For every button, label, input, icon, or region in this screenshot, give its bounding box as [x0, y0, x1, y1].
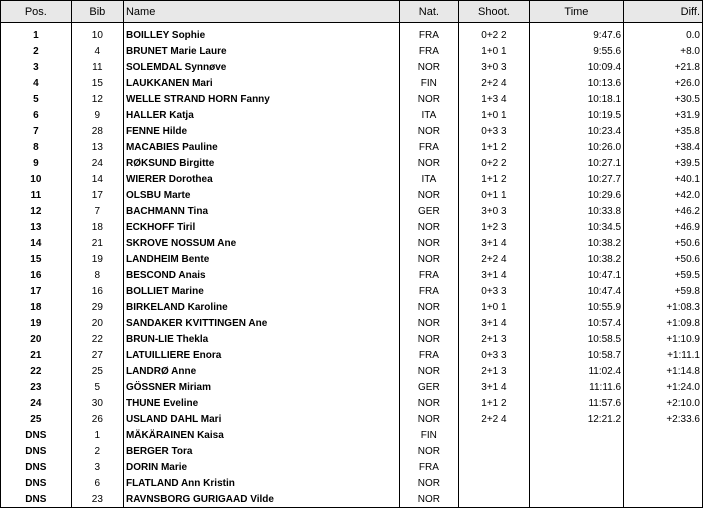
- diff-cell: +31.9: [624, 107, 703, 123]
- bib-cell: 22: [71, 331, 123, 347]
- bib-cell: 12: [71, 91, 123, 107]
- table-row: [1, 315, 703, 331]
- shooting-cell: [459, 491, 530, 508]
- diff-cell: +38.4: [624, 139, 703, 155]
- table-row: [1, 443, 703, 459]
- diff-cell: +2:10.0: [624, 395, 703, 411]
- header-time: Time: [529, 1, 623, 23]
- table-row: [1, 219, 703, 235]
- diff-cell: +1:24.0: [624, 379, 703, 395]
- shooting-cell: 3+1 4: [459, 235, 530, 251]
- bib-cell: 17: [71, 187, 123, 203]
- nation-cell: NOR: [399, 395, 458, 411]
- athlete-name: SOLEMDAL Synnøve: [123, 59, 399, 75]
- table-row: [1, 331, 703, 347]
- pos-cell: DNS: [1, 475, 72, 491]
- nation-cell: NOR: [399, 443, 458, 459]
- table-row: [1, 411, 703, 427]
- time-cell: [529, 459, 623, 475]
- time-cell: [529, 427, 623, 443]
- bib-cell: 5: [71, 379, 123, 395]
- shooting-cell: 2+2 4: [459, 251, 530, 267]
- time-cell: 11:11.6: [529, 379, 623, 395]
- bib-cell: 4: [71, 43, 123, 59]
- pos-cell: 3: [1, 59, 72, 75]
- athlete-name: THUNE Eveline: [123, 395, 399, 411]
- athlete-name: MACABIES Pauline: [123, 139, 399, 155]
- diff-cell: +40.1: [624, 171, 703, 187]
- shooting-cell: 1+0 1: [459, 43, 530, 59]
- time-cell: 10:29.6: [529, 187, 623, 203]
- bib-cell: 2: [71, 443, 123, 459]
- athlete-name: WIERER Dorothea: [123, 171, 399, 187]
- shooting-cell: 3+1 4: [459, 267, 530, 283]
- table-header: [1, 1, 703, 23]
- diff-cell: +8.0: [624, 43, 703, 59]
- diff-cell: [624, 443, 703, 459]
- table-row: [1, 123, 703, 139]
- shooting-cell: 0+3 3: [459, 347, 530, 363]
- diff-cell: +35.8: [624, 123, 703, 139]
- bib-cell: 1: [71, 427, 123, 443]
- diff-cell: +46.9: [624, 219, 703, 235]
- athlete-name: BOILLEY Sophie: [123, 23, 399, 44]
- shooting-cell: 1+3 4: [459, 91, 530, 107]
- bib-cell: 7: [71, 203, 123, 219]
- nation-cell: FIN: [399, 427, 458, 443]
- pos-cell: 20: [1, 331, 72, 347]
- diff-cell: +46.2: [624, 203, 703, 219]
- athlete-name: GÖSSNER Miriam: [123, 379, 399, 395]
- bib-cell: 13: [71, 139, 123, 155]
- time-cell: 10:33.8: [529, 203, 623, 219]
- bib-cell: 16: [71, 283, 123, 299]
- nation-cell: FRA: [399, 283, 458, 299]
- diff-cell: 0.0: [624, 23, 703, 44]
- nation-cell: GER: [399, 379, 458, 395]
- athlete-name: LANDRØ Anne: [123, 363, 399, 379]
- time-cell: 10:58.7: [529, 347, 623, 363]
- athlete-name: BERGER Tora: [123, 443, 399, 459]
- time-cell: [529, 443, 623, 459]
- table-row: [1, 155, 703, 171]
- athlete-name: SANDAKER KVITTINGEN Ane: [123, 315, 399, 331]
- athlete-name: BRUN-LIE Thekla: [123, 331, 399, 347]
- pos-cell: 24: [1, 395, 72, 411]
- athlete-name: OLSBU Marte: [123, 187, 399, 203]
- nation-cell: ITA: [399, 107, 458, 123]
- shooting-cell: [459, 427, 530, 443]
- bib-cell: 21: [71, 235, 123, 251]
- athlete-name: BRUNET Marie Laure: [123, 43, 399, 59]
- pos-cell: 6: [1, 107, 72, 123]
- bib-cell: 29: [71, 299, 123, 315]
- time-cell: 11:02.4: [529, 363, 623, 379]
- time-cell: 12:21.2: [529, 411, 623, 427]
- athlete-name: LAUKKANEN Mari: [123, 75, 399, 91]
- diff-cell: +39.5: [624, 155, 703, 171]
- shooting-cell: 2+1 3: [459, 331, 530, 347]
- time-cell: 10:09.4: [529, 59, 623, 75]
- nation-cell: NOR: [399, 235, 458, 251]
- pos-cell: 17: [1, 283, 72, 299]
- table-row: [1, 75, 703, 91]
- shooting-cell: 1+2 3: [459, 219, 530, 235]
- athlete-name: BACHMANN Tina: [123, 203, 399, 219]
- nation-cell: FRA: [399, 23, 458, 44]
- header-bib: Bib: [71, 1, 123, 23]
- time-cell: 10:47.4: [529, 283, 623, 299]
- nation-cell: NOR: [399, 187, 458, 203]
- pos-cell: 19: [1, 315, 72, 331]
- table-row: [1, 395, 703, 411]
- pos-cell: 10: [1, 171, 72, 187]
- bib-cell: 25: [71, 363, 123, 379]
- nation-cell: NOR: [399, 123, 458, 139]
- athlete-name: SKROVE NOSSUM Ane: [123, 235, 399, 251]
- table-row: [1, 171, 703, 187]
- pos-cell: 7: [1, 123, 72, 139]
- time-cell: [529, 475, 623, 491]
- table-row: [1, 267, 703, 283]
- table-row: [1, 347, 703, 363]
- diff-cell: [624, 427, 703, 443]
- diff-cell: [624, 475, 703, 491]
- nation-cell: NOR: [399, 315, 458, 331]
- shooting-cell: 3+1 4: [459, 315, 530, 331]
- athlete-name: WELLE STRAND HORN Fanny: [123, 91, 399, 107]
- time-cell: 9:55.6: [529, 43, 623, 59]
- table-row: [1, 107, 703, 123]
- table-row: [1, 59, 703, 75]
- pos-cell: 1: [1, 23, 72, 44]
- table-row: [1, 491, 703, 508]
- table-row: [1, 299, 703, 315]
- nation-cell: NOR: [399, 91, 458, 107]
- table-row: [1, 203, 703, 219]
- pos-cell: 5: [1, 91, 72, 107]
- time-cell: 10:47.1: [529, 267, 623, 283]
- table-row: [1, 91, 703, 107]
- bib-cell: 26: [71, 411, 123, 427]
- shooting-cell: [459, 443, 530, 459]
- pos-cell: 15: [1, 251, 72, 267]
- time-cell: 10:27.1: [529, 155, 623, 171]
- diff-cell: +1:10.9: [624, 331, 703, 347]
- pos-cell: 25: [1, 411, 72, 427]
- time-cell: 10:23.4: [529, 123, 623, 139]
- shooting-cell: 3+1 4: [459, 379, 530, 395]
- header-diff: Diff.: [624, 1, 703, 23]
- bib-cell: 3: [71, 459, 123, 475]
- pos-cell: 12: [1, 203, 72, 219]
- athlete-name: LANDHEIM Bente: [123, 251, 399, 267]
- table-row: [1, 363, 703, 379]
- shooting-cell: 1+0 1: [459, 299, 530, 315]
- athlete-name: RAVNSBORG GURIGAAD Vilde: [123, 491, 399, 508]
- nation-cell: ITA: [399, 171, 458, 187]
- pos-cell: 13: [1, 219, 72, 235]
- nation-cell: NOR: [399, 155, 458, 171]
- time-cell: 10:27.7: [529, 171, 623, 187]
- bib-cell: 18: [71, 219, 123, 235]
- table-row: [1, 43, 703, 59]
- athlete-name: LATUILLIERE Enora: [123, 347, 399, 363]
- nation-cell: NOR: [399, 475, 458, 491]
- header-nat: Nat.: [399, 1, 458, 23]
- nation-cell: FRA: [399, 459, 458, 475]
- time-cell: 10:55.9: [529, 299, 623, 315]
- bib-cell: 19: [71, 251, 123, 267]
- diff-cell: +2:33.6: [624, 411, 703, 427]
- shooting-cell: 0+2 2: [459, 23, 530, 44]
- nation-cell: FRA: [399, 43, 458, 59]
- diff-cell: +1:09.8: [624, 315, 703, 331]
- header-pos: Pos.: [1, 1, 72, 23]
- pos-cell: 18: [1, 299, 72, 315]
- shooting-cell: 2+2 4: [459, 411, 530, 427]
- shooting-cell: 1+0 1: [459, 107, 530, 123]
- bib-cell: 30: [71, 395, 123, 411]
- pos-cell: 22: [1, 363, 72, 379]
- pos-cell: 2: [1, 43, 72, 59]
- table-row: [1, 283, 703, 299]
- nation-cell: NOR: [399, 411, 458, 427]
- nation-cell: NOR: [399, 219, 458, 235]
- nation-cell: NOR: [399, 491, 458, 508]
- athlete-name: DORIN Marie: [123, 459, 399, 475]
- bib-cell: 6: [71, 475, 123, 491]
- athlete-name: BOLLIET Marine: [123, 283, 399, 299]
- pos-cell: DNS: [1, 443, 72, 459]
- table-row: [1, 187, 703, 203]
- table-row: [1, 475, 703, 491]
- bib-cell: 8: [71, 267, 123, 283]
- athlete-name: BESCOND Anais: [123, 267, 399, 283]
- shooting-cell: 0+3 3: [459, 283, 530, 299]
- diff-cell: [624, 459, 703, 475]
- nation-cell: FIN: [399, 75, 458, 91]
- time-cell: 10:58.5: [529, 331, 623, 347]
- nation-cell: NOR: [399, 59, 458, 75]
- diff-cell: +59.5: [624, 267, 703, 283]
- nation-cell: FRA: [399, 139, 458, 155]
- pos-cell: DNS: [1, 427, 72, 443]
- time-cell: 10:38.2: [529, 251, 623, 267]
- table-row: [1, 235, 703, 251]
- time-cell: 10:26.0: [529, 139, 623, 155]
- pos-cell: 4: [1, 75, 72, 91]
- pos-cell: 14: [1, 235, 72, 251]
- nation-cell: NOR: [399, 299, 458, 315]
- diff-cell: +59.8: [624, 283, 703, 299]
- bib-cell: 10: [71, 23, 123, 44]
- diff-cell: +30.5: [624, 91, 703, 107]
- athlete-name: BIRKELAND Karoline: [123, 299, 399, 315]
- diff-cell: +1:08.3: [624, 299, 703, 315]
- table-row: [1, 139, 703, 155]
- table-row: [1, 379, 703, 395]
- shooting-cell: 1+1 2: [459, 139, 530, 155]
- shooting-cell: [459, 475, 530, 491]
- time-cell: 10:34.5: [529, 219, 623, 235]
- time-cell: 10:57.4: [529, 315, 623, 331]
- shooting-cell: 1+1 2: [459, 171, 530, 187]
- diff-cell: [624, 491, 703, 508]
- bib-cell: 28: [71, 123, 123, 139]
- diff-cell: +1:11.1: [624, 347, 703, 363]
- diff-cell: +42.0: [624, 187, 703, 203]
- pos-cell: 8: [1, 139, 72, 155]
- table-row: [1, 427, 703, 443]
- athlete-name: FENNE Hilde: [123, 123, 399, 139]
- athlete-name: RØKSUND Birgitte: [123, 155, 399, 171]
- bib-cell: 15: [71, 75, 123, 91]
- shooting-cell: 2+1 3: [459, 363, 530, 379]
- time-cell: [529, 491, 623, 508]
- pos-cell: DNS: [1, 459, 72, 475]
- time-cell: 10:19.5: [529, 107, 623, 123]
- bib-cell: 14: [71, 171, 123, 187]
- bib-cell: 27: [71, 347, 123, 363]
- athlete-name: FLATLAND Ann Kristin: [123, 475, 399, 491]
- athlete-name: MÄKÄRAINEN Kaisa: [123, 427, 399, 443]
- diff-cell: +1:14.8: [624, 363, 703, 379]
- shooting-cell: 0+1 1: [459, 187, 530, 203]
- athlete-name: USLAND DAHL Mari: [123, 411, 399, 427]
- diff-cell: +50.6: [624, 251, 703, 267]
- bib-cell: 23: [71, 491, 123, 508]
- pos-cell: 21: [1, 347, 72, 363]
- time-cell: 10:13.6: [529, 75, 623, 91]
- table-row: [1, 251, 703, 267]
- header-shoot: Shoot.: [459, 1, 530, 23]
- athlete-name: HALLER Katja: [123, 107, 399, 123]
- table-row: [1, 459, 703, 475]
- pos-cell: 16: [1, 267, 72, 283]
- shooting-cell: 3+0 3: [459, 203, 530, 219]
- pos-cell: 23: [1, 379, 72, 395]
- shooting-cell: 3+0 3: [459, 59, 530, 75]
- shooting-cell: 1+1 2: [459, 395, 530, 411]
- time-cell: 10:38.2: [529, 235, 623, 251]
- nation-cell: NOR: [399, 331, 458, 347]
- bib-cell: 24: [71, 155, 123, 171]
- diff-cell: +50.6: [624, 235, 703, 251]
- shooting-cell: 2+2 4: [459, 75, 530, 91]
- nation-cell: FRA: [399, 347, 458, 363]
- pos-cell: 11: [1, 187, 72, 203]
- athlete-name: ECKHOFF Tiril: [123, 219, 399, 235]
- time-cell: 9:47.6: [529, 23, 623, 44]
- table-body: [1, 23, 703, 508]
- diff-cell: +21.8: [624, 59, 703, 75]
- shooting-cell: 0+3 3: [459, 123, 530, 139]
- header-name: Name: [123, 1, 399, 23]
- shooting-cell: [459, 459, 530, 475]
- diff-cell: +26.0: [624, 75, 703, 91]
- bib-cell: 11: [71, 59, 123, 75]
- shooting-cell: 0+2 2: [459, 155, 530, 171]
- time-cell: 10:18.1: [529, 91, 623, 107]
- nation-cell: NOR: [399, 251, 458, 267]
- table-row: [1, 23, 703, 44]
- nation-cell: FRA: [399, 267, 458, 283]
- time-cell: 11:57.6: [529, 395, 623, 411]
- pos-cell: DNS: [1, 491, 72, 508]
- nation-cell: GER: [399, 203, 458, 219]
- header-row: [1, 1, 703, 23]
- bib-cell: 20: [71, 315, 123, 331]
- bib-cell: 9: [71, 107, 123, 123]
- pos-cell: 9: [1, 155, 72, 171]
- nation-cell: NOR: [399, 363, 458, 379]
